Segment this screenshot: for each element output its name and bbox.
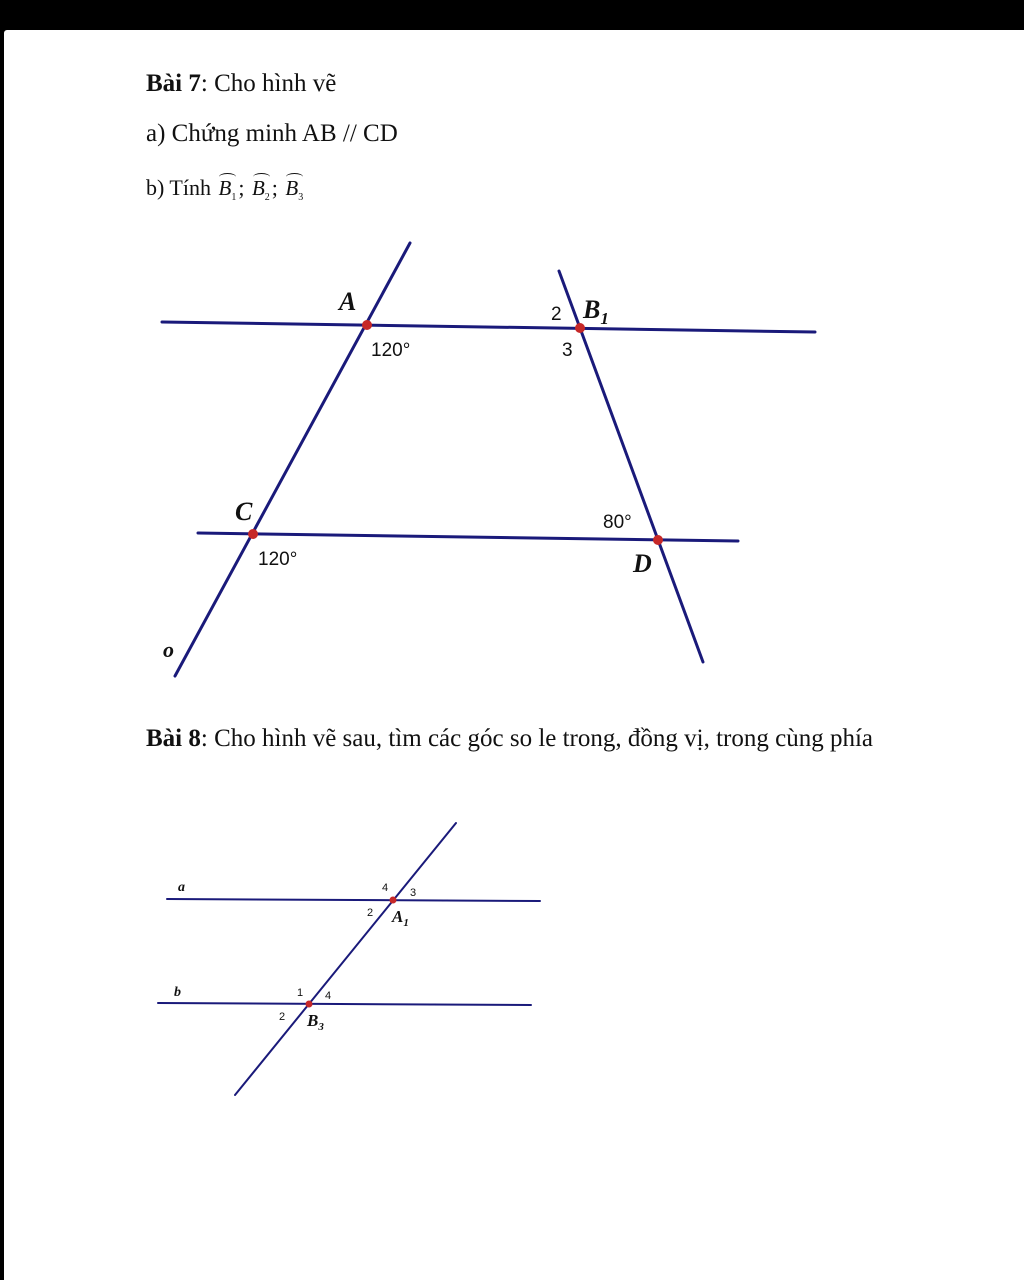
a-angle-3: 3 xyxy=(410,887,417,899)
bai7-part-b: b) Tính $B_1$; $B_2$; $B_3$ xyxy=(146,175,304,204)
angle-b3-symbol: $B_3$ xyxy=(285,176,304,204)
b-angle-4: 4 xyxy=(325,990,332,1002)
bai7-part-a: a) Chứng minh AB // CD xyxy=(146,120,398,147)
angle-d-value: 80° xyxy=(603,512,632,533)
label-a1: $A_1$ xyxy=(392,907,409,929)
angle-a-value: 120° xyxy=(371,340,411,361)
label-b3: $B_3$ xyxy=(307,1011,324,1033)
transversal xyxy=(235,823,456,1095)
line-a xyxy=(167,899,540,901)
a-angle-4: 4 xyxy=(382,882,389,894)
b-angle-1: 1 xyxy=(297,987,304,999)
angle-b1-symbol: $B_1$ xyxy=(218,176,237,204)
b-angle-2: 2 xyxy=(279,1011,286,1023)
bai7-title: Bài 7: Cho hình vẽ xyxy=(146,70,337,97)
point-a1 xyxy=(390,897,397,904)
a-angle-2: 2 xyxy=(367,907,374,919)
line-b xyxy=(158,1003,531,1005)
label-line-b: b xyxy=(174,985,181,1000)
angle-b-num-2: 2 xyxy=(551,304,562,325)
label-c: C xyxy=(235,497,253,526)
label-a: A xyxy=(339,287,357,316)
angle-b-num-3: 3 xyxy=(562,340,573,361)
label-d: D xyxy=(633,549,652,578)
label-line-a: a xyxy=(178,880,185,895)
bai8-title: Bài 8: Cho hình vẽ sau, tìm các góc so le trong, đồng vị, trong cùng phía xyxy=(146,725,873,752)
label-o: o xyxy=(163,637,174,662)
label-b: $B_1$ xyxy=(583,295,609,328)
angle-c-value: 120° xyxy=(258,549,298,570)
angle-b2-symbol: $B_2$ xyxy=(251,176,270,204)
point-b3 xyxy=(306,1001,313,1008)
